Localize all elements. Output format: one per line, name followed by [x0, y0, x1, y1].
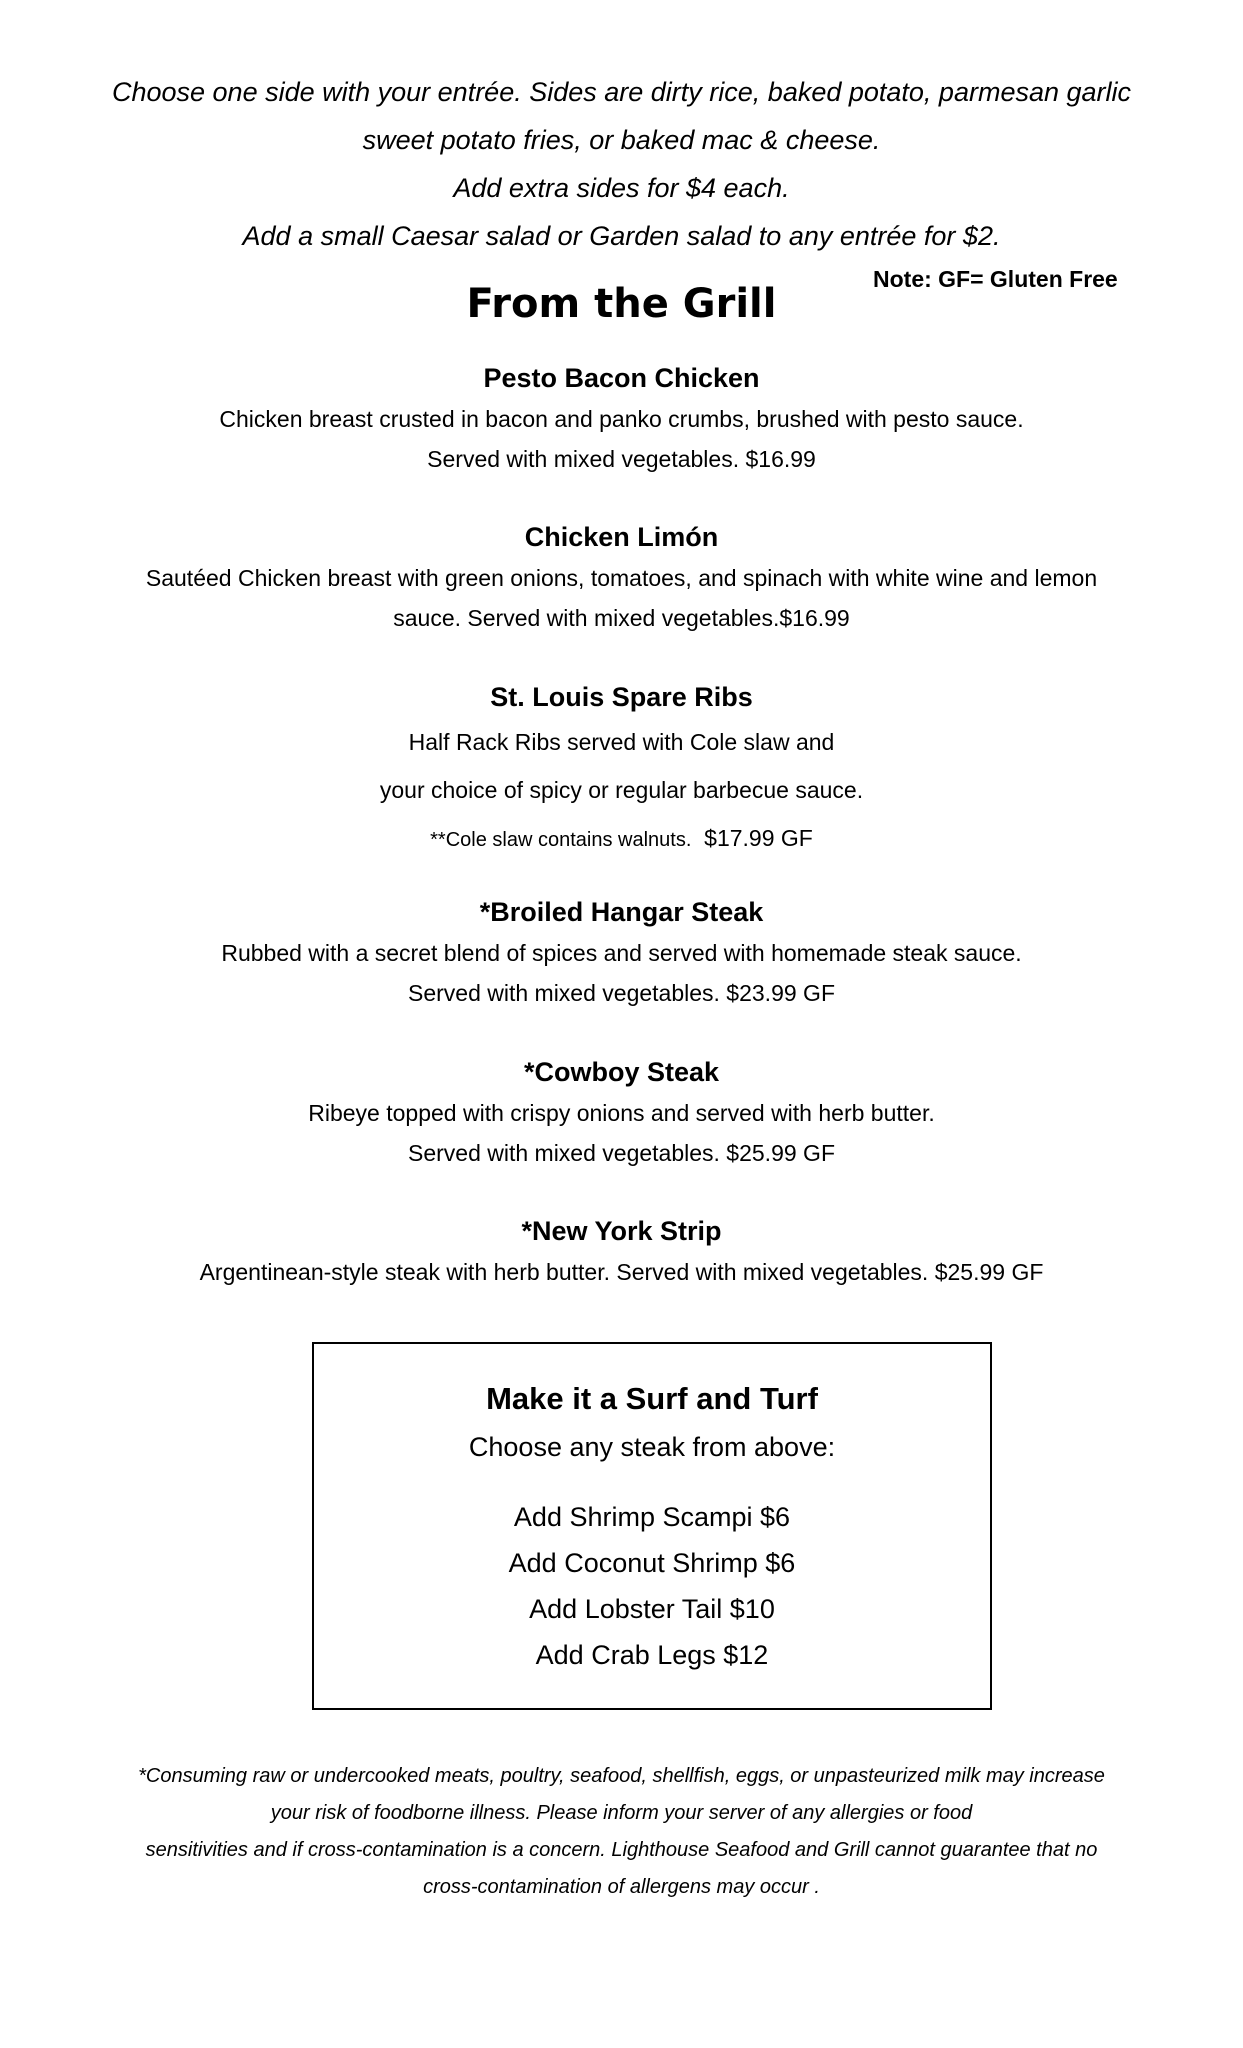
allergen-note-text: **Cole slaw contains walnuts. [430, 829, 692, 851]
section-title: From the Grill [466, 281, 777, 327]
gluten-free-note: Note: GF= Gluten Free [873, 266, 1118, 292]
menu-item-name: Pesto Bacon Chicken [483, 363, 760, 393]
menu-item-description: sauce. Served with mixed vegetables.$16.99 [393, 605, 850, 631]
menu-item [0, 1210, 1243, 1292]
disclaimer-line: *Consuming raw or undercooked meats, poultry, seafood, shellfish, eggs, or unpasteurized milk may increase [138, 1765, 1105, 1787]
menu-item [0, 357, 1243, 479]
menu-item-description: Argentinean-style steak with herb butter. Served with mixed vegetables. $25.99 GF [199, 1259, 1044, 1285]
surf-and-turf-option: Add Coconut Shrimp $6 [508, 1548, 796, 1578]
menu-item-allergen-note [0, 814, 1243, 862]
menu-item [0, 676, 1243, 862]
menu-item-name: St. Louis Spare Ribs [490, 682, 753, 712]
menu-item-description: Served with mixed vegetables. $16.99 [427, 446, 816, 472]
menu-item-name: *New York Strip [521, 1216, 722, 1246]
menu-item-description: Chicken breast crusted in bacon and panko crumbs, brushed with pesto sauce. [219, 406, 1024, 432]
menu-item-description: Served with mixed vegetables. $25.99 GF [407, 1140, 835, 1166]
menu-item-description: Sautéed Chicken breast with green onions, tomatoes, and spinach with white wine and lemon [145, 565, 1098, 591]
menu-item-description: Rubbed with a secret blend of spices and served with homemade steak sauce. [221, 940, 1022, 966]
food-safety-disclaimer [0, 1758, 1243, 1906]
menu-item-description: Ribeye topped with crispy onions and served with herb butter. [308, 1100, 935, 1126]
surf-and-turf-subtitle: Choose any steak from above: [468, 1432, 836, 1462]
sides-info-line: sweet potato fries, or baked mac & cheese. [362, 125, 881, 155]
menu-item-description: your choice of spicy or regular barbecue sauce. [379, 777, 864, 803]
menu-item-name: Chicken Limón [524, 522, 719, 552]
menu-item [0, 516, 1243, 638]
menu-item-price: $17.99 GF [704, 825, 813, 851]
menu-item-name: *Cowboy Steak [523, 1057, 720, 1087]
menu-item [0, 891, 1243, 1013]
disclaimer-line: cross-contamination of allergens may occur . [423, 1876, 820, 1898]
surf-and-turf-title: Make it a Surf and Turf [486, 1381, 818, 1416]
sides-info-line: Add extra sides for $4 each. [453, 173, 790, 203]
disclaimer-line: your risk of foodborne illness. Please inform your server of any allergies or food [270, 1802, 973, 1824]
menu-item-description: Served with mixed vegetables. $23.99 GF [407, 980, 835, 1006]
surf-and-turf-option: Add Crab Legs $12 [535, 1640, 769, 1670]
disclaimer-line: sensitivities and if cross-contamination is a concern. Lighthouse Seafood and Grill cannot guarantee that no [145, 1839, 1098, 1861]
menu-item [0, 1051, 1243, 1173]
menu-item-name: *Broiled Hangar Steak [479, 897, 764, 927]
sides-info-line: Add a small Caesar salad or Garden salad to any entrée for $2. [242, 221, 1001, 251]
sides-info [0, 68, 1243, 260]
menu-item-description: Half Rack Ribs served with Cole slaw and [408, 729, 835, 755]
surf-and-turf-box [312, 1342, 992, 1710]
sides-info-line: Choose one side with your entrée. Sides are dirty rice, baked potato, parmesan garlic [111, 77, 1132, 107]
surf-and-turf-option: Add Lobster Tail $10 [529, 1594, 775, 1624]
surf-and-turf-options [314, 1494, 990, 1678]
surf-and-turf-option: Add Shrimp Scampi $6 [513, 1502, 791, 1532]
